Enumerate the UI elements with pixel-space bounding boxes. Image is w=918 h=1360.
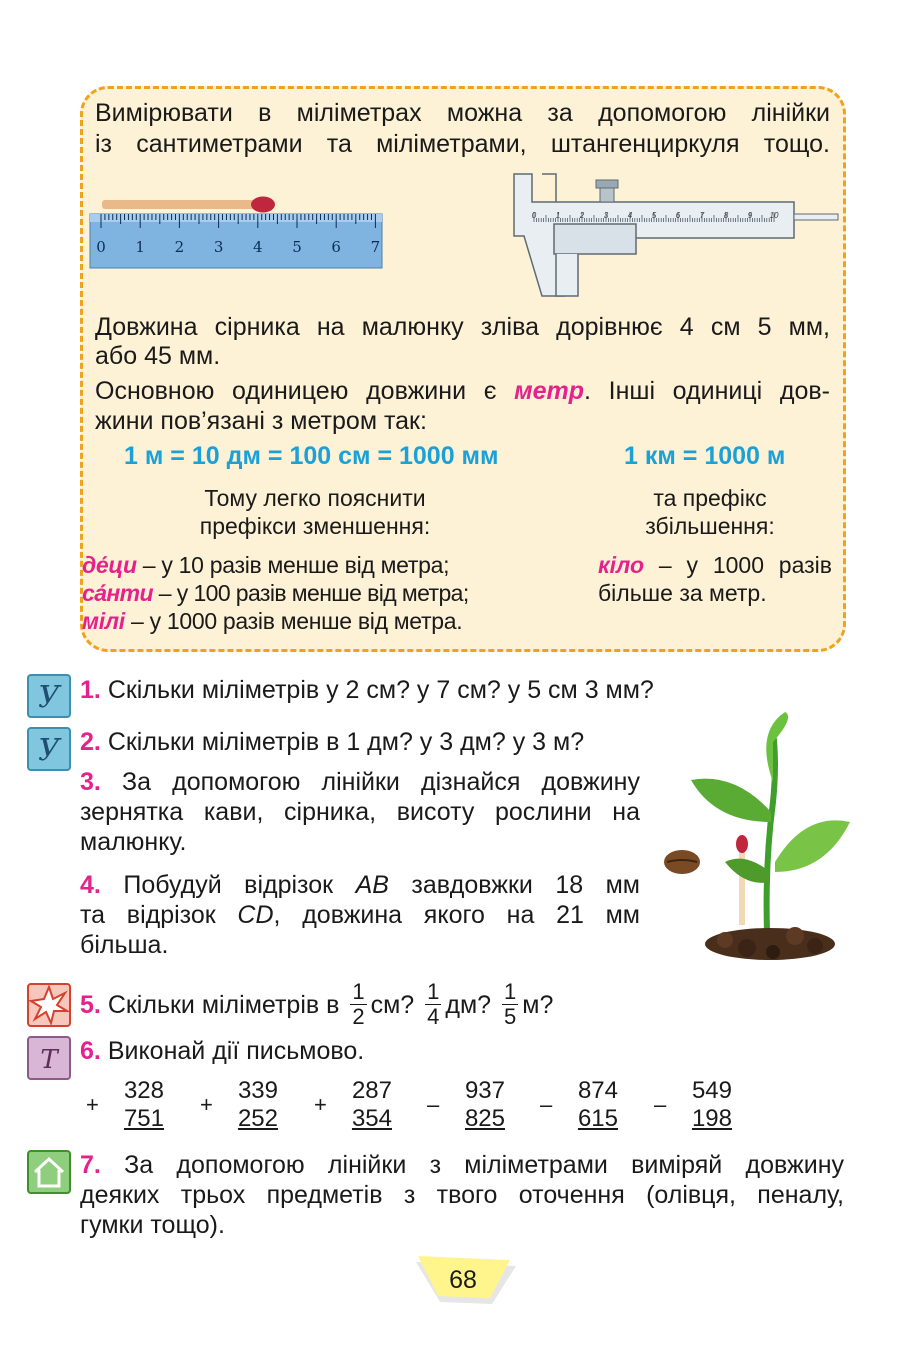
unit-line-2: жини пов’язані з метром так: bbox=[95, 407, 427, 435]
centi-line: са́нти – у 100 разів менше від метра; bbox=[82, 580, 469, 606]
task-3-line-1: 3. За допомогою лінійки дізнайся довжину bbox=[80, 768, 640, 796]
caliper-label: 0 bbox=[531, 211, 537, 220]
kilo-line: кіло – у 1000 разів bbox=[598, 552, 832, 578]
ruler-label: 0 bbox=[96, 238, 106, 256]
column-calc: + 328 751 bbox=[86, 1077, 164, 1132]
intro-line-1: Вимірювати в міліметрах можна за допомогою лінійки bbox=[95, 99, 830, 127]
task-4-line-2: та відрізок CD, довжина якого на 21 мм bbox=[80, 901, 640, 929]
leaf bbox=[775, 820, 850, 872]
task-6: 6. Виконай дії письмово. bbox=[80, 1037, 365, 1065]
ruler-label: 2 bbox=[174, 238, 185, 256]
ruler-label: 3 bbox=[213, 238, 224, 256]
ruler-label: 6 bbox=[331, 238, 341, 256]
milli-line: мілі – у 1000 разів менше від метра. bbox=[82, 608, 463, 634]
caliper-label: 2 bbox=[579, 211, 585, 220]
kilo-line-2: більше за метр. bbox=[598, 580, 767, 606]
explain-right-2: збільшення: bbox=[645, 513, 775, 539]
explain-right-1: та префікс bbox=[653, 485, 767, 511]
homework-icon bbox=[27, 1150, 71, 1194]
plant-illustration bbox=[655, 712, 855, 967]
ruler-label: 5 bbox=[292, 238, 302, 256]
written-task-icon bbox=[27, 1036, 71, 1080]
match-line-1: Довжина сірника на малюнку зліва дорівнює 4 см 5 мм, bbox=[95, 313, 830, 341]
oral-task-icon bbox=[27, 674, 71, 718]
caliper-label: 4 bbox=[627, 211, 633, 220]
match-line-2: або 45 мм. bbox=[95, 342, 221, 370]
unit-line-1: Основною одиницею довжини є метр. Інші одиниці дов- bbox=[95, 377, 830, 405]
ruler-label: 7 bbox=[370, 238, 381, 256]
task-5: 5. Скільки міліметрів в $\frac{1}{2}$ см? $\frac{1}{4}$ дм? $\frac{1}{5}$ м? bbox=[80, 979, 554, 1029]
match-head bbox=[251, 197, 275, 213]
caliper-label: 7 bbox=[699, 211, 705, 220]
task-7-line-1: 7. За допомогою лінійки з міліметрами виміряй довжину bbox=[80, 1151, 844, 1179]
deci-line: де́ци – у 10 разів менше від метра; bbox=[82, 552, 450, 578]
task-3-line-3: малюнку. bbox=[80, 828, 187, 856]
svg-text:Т: Т bbox=[40, 1045, 58, 1075]
ruler-illustration bbox=[88, 190, 388, 272]
task-7-line-2: деяких трьох предметів з твого оточення (олівця, пеналу, bbox=[80, 1181, 844, 1209]
ruler-label: 1 bbox=[135, 238, 145, 256]
task-3-line-2: зернятка кави, сірника, висоту рослини на bbox=[80, 798, 640, 826]
caliper-label: 9 bbox=[747, 211, 753, 220]
task-4-line-1: 4. Побудуй відрізок AB завдовжки 18 мм bbox=[80, 871, 640, 899]
explain-left-2: префікси зменшення: bbox=[199, 513, 431, 539]
column-calc: + 287 354 bbox=[314, 1077, 392, 1132]
column-calc: – 549 198 bbox=[654, 1077, 732, 1132]
column-calc: – 874 615 bbox=[540, 1077, 618, 1132]
explain-left-1: Тому легко пояснити bbox=[204, 485, 426, 511]
formula-right: 1 км = 1000 м bbox=[624, 442, 786, 470]
task-2: 2. Скільки міліметрів в 1 дм? у 3 дм? у 3 м? bbox=[80, 728, 585, 756]
meter-term: метр bbox=[514, 377, 585, 405]
caliper-label: 6 bbox=[675, 211, 681, 220]
leaf bbox=[725, 859, 770, 883]
caliper-label: 5 bbox=[651, 211, 657, 220]
formula-left: 1 м = 10 дм = 100 см = 1000 мм bbox=[124, 442, 499, 470]
challenge-task-icon bbox=[27, 983, 71, 1027]
caliper-label: 3 bbox=[603, 211, 609, 220]
task-7-line-3: гумки тощо). bbox=[80, 1211, 225, 1239]
caliper-illustration bbox=[494, 172, 840, 300]
column-calc: + 339 252 bbox=[200, 1077, 278, 1132]
ruler-label: 4 bbox=[253, 238, 263, 256]
caliper-label: 1 bbox=[555, 211, 561, 220]
svg-text:У: У bbox=[38, 680, 60, 715]
task-4-line-3: більша. bbox=[80, 931, 169, 959]
caliper-slider bbox=[554, 224, 636, 254]
caliper-label: 8 bbox=[723, 211, 729, 220]
page-number: 68 bbox=[449, 1266, 477, 1294]
intro-line-2: із сантиметрами та міліметрами, штангенциркуля тощо. bbox=[95, 130, 830, 158]
svg-text:У: У bbox=[38, 733, 60, 768]
match-stick bbox=[102, 200, 262, 209]
column-calc: – 937 825 bbox=[427, 1077, 505, 1132]
oral-task-icon bbox=[27, 727, 71, 771]
task-1: 1. Скільки міліметрів у 2 см? у 7 см? у 5 см 3 мм? bbox=[80, 676, 654, 704]
leaf bbox=[691, 779, 771, 822]
caliper-label: 10 bbox=[769, 211, 779, 220]
